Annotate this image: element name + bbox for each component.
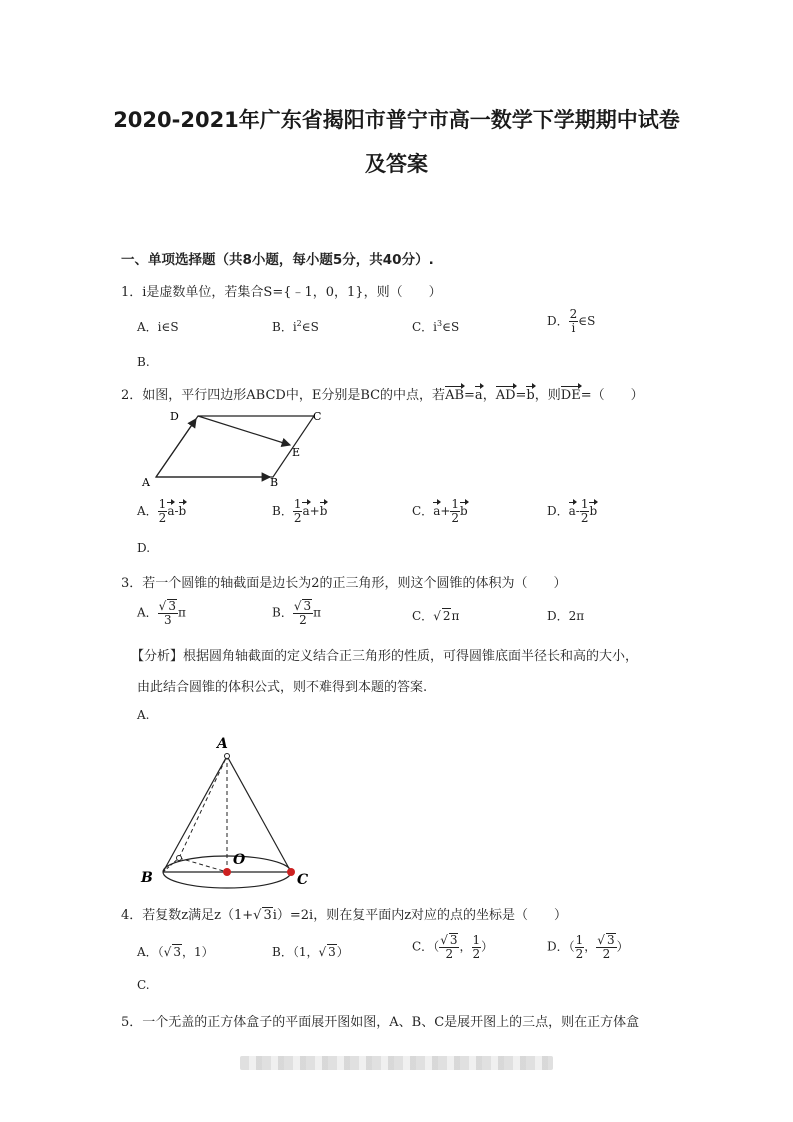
q3-option-c: C．√ 2π: [412, 609, 460, 623]
cone-figure: [135, 730, 315, 890]
q2-answer: D.: [137, 541, 151, 555]
page-title: 2020-2021年广东省揭阳市普宁市高一数学下学期期中试卷: [113, 108, 680, 132]
label-E: E: [292, 446, 301, 459]
q1-option-d: D． $\frac{2}{i}$ ∈S: [547, 307, 596, 335]
q2-option-c: C．a+ $\frac{1}{2}$ b: [412, 497, 468, 525]
q3-analysis-line2: 由此结合圆锥的体积公式，则不难得到本题的答案.: [137, 680, 428, 695]
q3-analysis-line1: 【分析】根据圆角轴截面的定义结合正三角形的性质，可得圆锥底面半径长和高的大小，: [131, 649, 639, 664]
question-1-stem: 1．i是虚数单位，若集合S={﹣1，0，1}，则（ ）: [121, 285, 442, 300]
q3-option-d: D．2π: [547, 609, 585, 623]
q1-option-a: A．i∈S: [137, 320, 179, 334]
q3-option-b: B． $\frac{√ 3}{2}$ π: [272, 599, 322, 627]
footer-watermark-blur: [240, 1056, 553, 1070]
q1-option-b: B．$i^2\in S$: [272, 319, 319, 334]
label-D: D: [170, 410, 179, 423]
q1-option-c: C．$i^3\in S$: [412, 319, 460, 334]
label-C: C: [313, 410, 322, 423]
q4-option-a: A．（√ 3，1）: [137, 945, 214, 959]
section-heading: 一、单项选择题（共8小题，每小题5分，共40分）.: [121, 252, 434, 268]
q4-option-d: D．（ $\frac{1}{2}$ ， $\frac{√ 3}{2}$ ）: [547, 932, 629, 961]
q4-option-b: B．（1，√ 3）: [272, 945, 349, 959]
cone-label-C: C: [297, 872, 309, 888]
q4-option-c: C．（ $\frac{√ 3}{2}$ ， $\frac{1}{2}$ ）: [412, 932, 494, 961]
question-3-stem: 3．若一个圆锥的轴截面是边长为2的正三角形，则这个圆锥的体积为（ ）: [121, 576, 567, 591]
cone-label-A: A: [217, 736, 228, 752]
q2-option-a: A． $\frac{1}{2}$ a-b: [137, 497, 187, 525]
q2-option-b: B． $\frac{1}{2}$ a+b: [272, 497, 328, 525]
parallelogram-figure: [130, 404, 320, 492]
cone-label-O: O: [233, 852, 246, 868]
label-A: A: [142, 476, 150, 489]
question-5-stem: 5．一个无盖的正方体盒子的平面展开图如图，A、B、C是展开图上的三点，则在正方体盒: [121, 1015, 640, 1030]
q4-answer: C.: [137, 978, 150, 992]
cone-label-B: B: [141, 870, 153, 886]
q2-option-d: D．a- $\frac{1}{2}$ b: [547, 497, 598, 525]
question-2-stem: 2．如图，平行四边形ABCD中，E分别是BC的中点，若AB=a，AD=b，则DE=（ ）: [121, 388, 644, 403]
q3-option-a: A． $\frac{√ 3}{3}$ π: [137, 599, 186, 627]
label-B: B: [270, 476, 279, 489]
q3-answer: A.: [137, 708, 150, 722]
page-title-line2: 及答案: [365, 152, 428, 176]
q1-answer: B.: [137, 355, 150, 369]
question-4-stem: 4．若复数z满足z（1+√ 3i）=2i，则在复平面内z对应的点的坐标是（ ）: [121, 908, 568, 923]
